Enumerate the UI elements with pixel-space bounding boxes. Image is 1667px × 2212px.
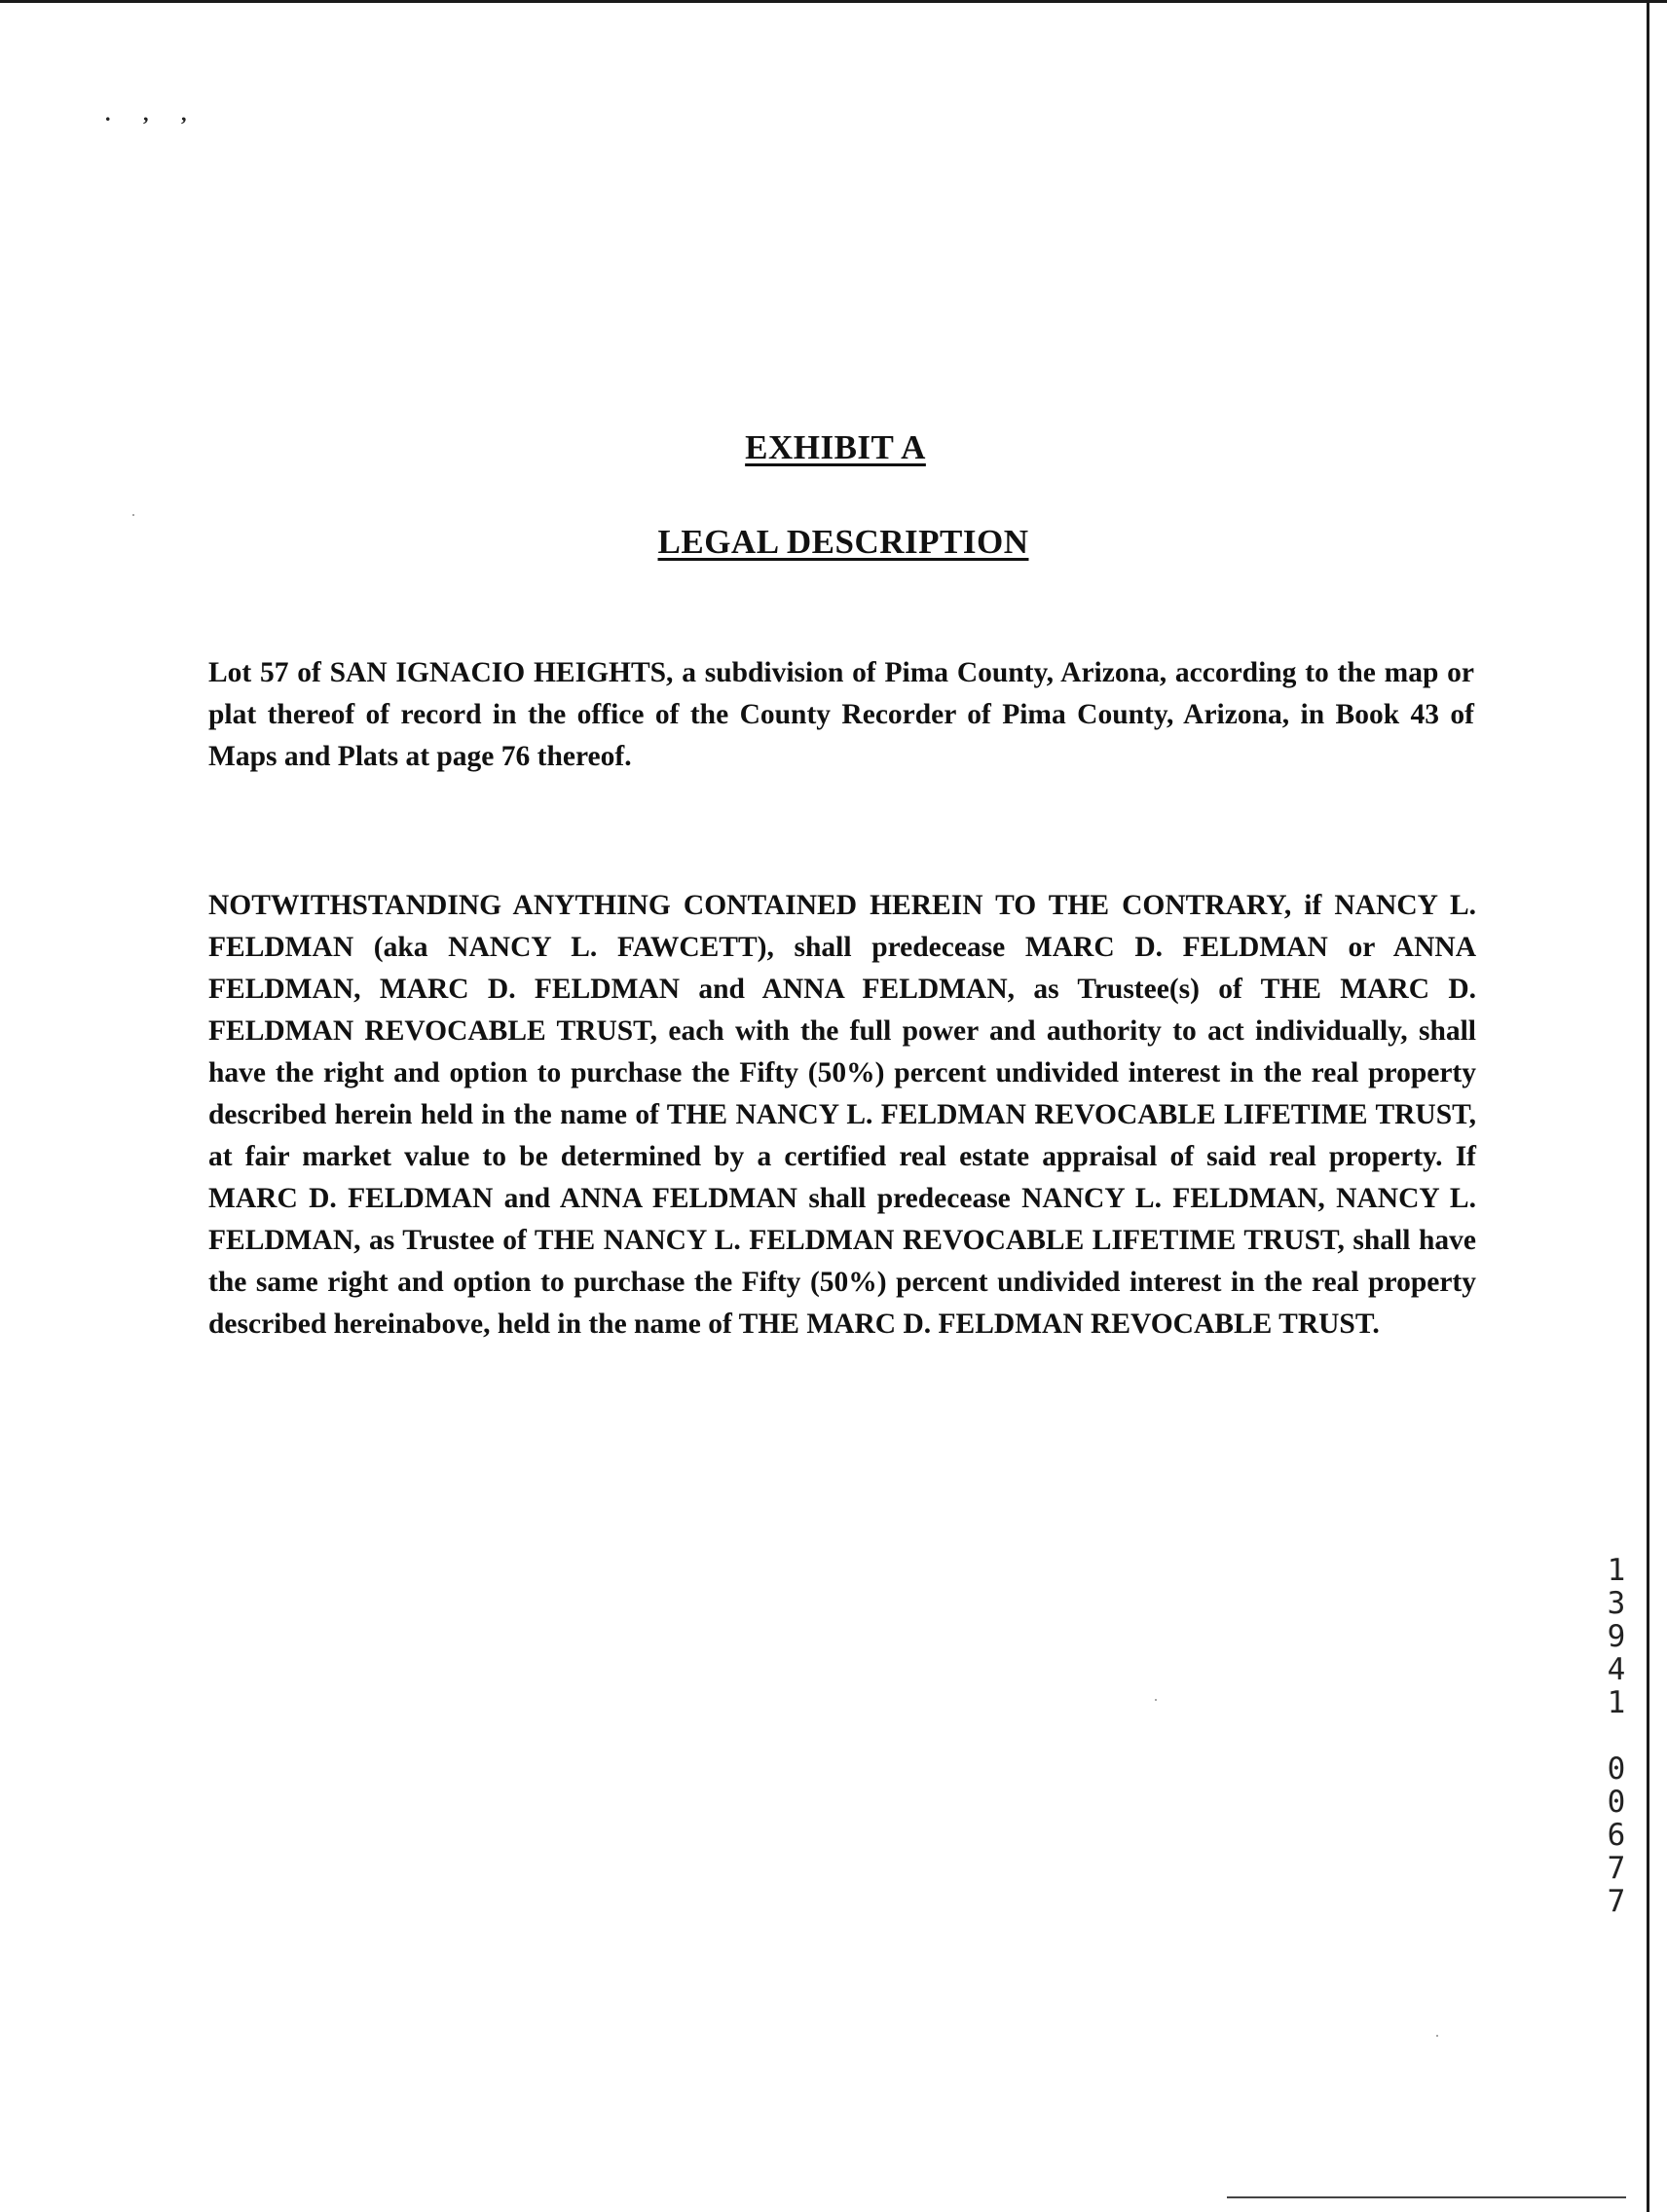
exhibit-title: EXHIBIT A [745, 428, 926, 466]
lot-description-paragraph: Lot 57 of SAN IGNACIO HEIGHTS, a subdivision of Pima County, Arizona, according to the map or plat thereof of record in the office of the County Recorder of Pima County, Arizona, in Book 43 of Maps and Plats at page 76 thereof. [208, 657, 1474, 772]
scan-edge-top [0, 0, 1667, 3]
scan-edge-bottom [1227, 2196, 1626, 2198]
notwithstanding-paragraph: NOTWITHSTANDING ANYTHING CONTAINED HEREIN TO THE CONTRARY, if NANCY L. FELDMAN (aka NANCY L. FAWCETT), shall predecease MARC D. FELDMAN or ANNA FELDMAN, MARC D. FELDMAN and ANNA FELDMAN, as Trustee(s) of THE MARC D. FELDMAN REVOCABLE TRUST, each with the full power and authority to act individually, shall have the right and option to purchase the Fifty (50%) percent undivided interest in the real property described herein held in the name of THE NANCY L. FELDMAN REVOCABLE LIFETIME TRUST, at fair market value to be determined by a certified real estate appraisal of said real property. If MARC D. FELDMAN and ANNA FELDMAN shall predecease NANCY L. FELDMAN, NANCY L. FELDMAN, as Trustee of THE NANCY L. FELDMAN REVOCABLE LIFETIME TRUST, shall have the same right and option to purchase the Fifty (50%) percent undivided interest in the real property described hereinabove, held in the name of THE MARC D. FELDMAN REVOCABLE TRUST. [208, 890, 1476, 1340]
scan-edge-right [1647, 0, 1649, 2212]
scan-speck [1155, 1699, 1157, 1701]
scan-speck [1436, 2035, 1438, 2037]
section-title: LEGAL DESCRIPTION [657, 523, 1029, 561]
scan-speck [132, 514, 134, 516]
corner-marks: . , , [105, 101, 201, 126]
recorder-stamp: 1 3 9 4 1 0 0 6 7 7 [1607, 1553, 1626, 1919]
